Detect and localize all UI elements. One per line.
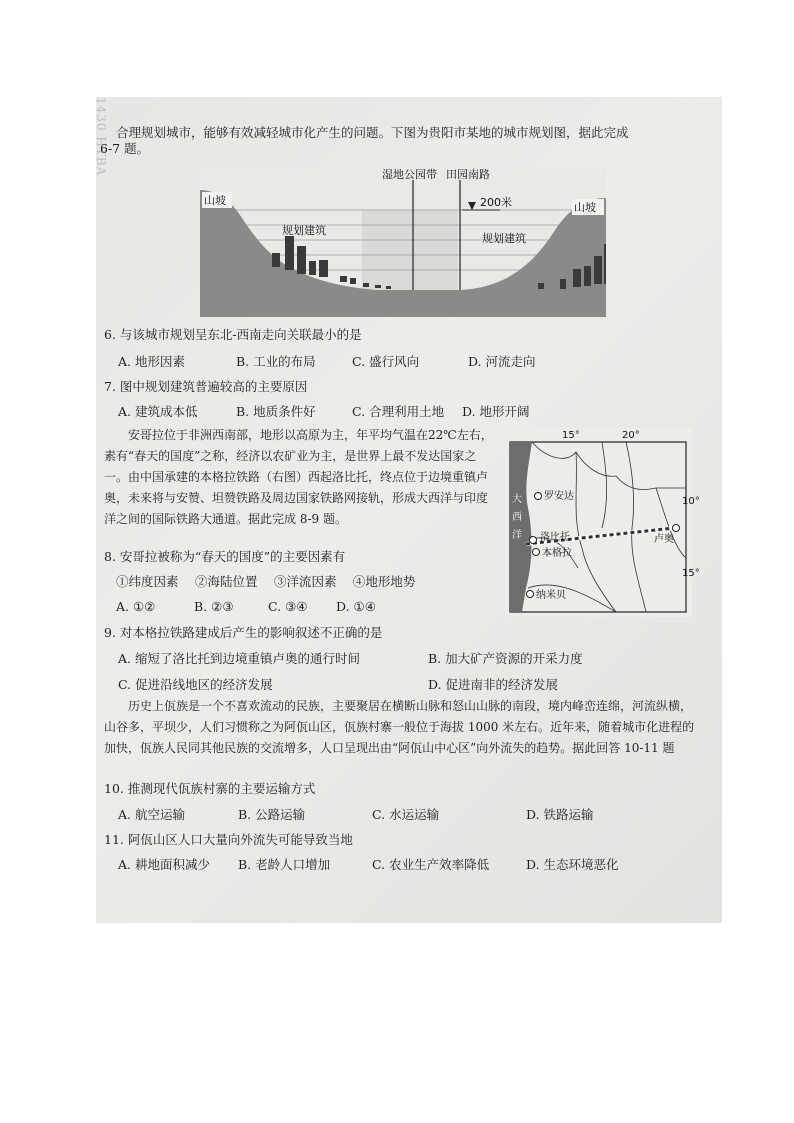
- q9-option-a: A. 缩短了洛比托到边境重镇卢奥的通行时间: [118, 651, 360, 666]
- angola-railway-map: [506, 428, 700, 617]
- label-height: 200米: [480, 196, 512, 209]
- q11-option-d: D. 生态环境恶化: [526, 857, 619, 872]
- map-city-lobito: 洛比托: [540, 532, 570, 543]
- city-planning-cross-section: [200, 170, 606, 317]
- q6-option-d: D. 河流走向: [468, 354, 536, 369]
- map-city-luau: 卢奥: [654, 534, 674, 545]
- label-slope-left: 山坡: [204, 194, 226, 207]
- label-road: 田园南路: [446, 168, 490, 181]
- map-city-luanda: 罗安达: [544, 491, 574, 502]
- city-dot-luanda: [535, 493, 542, 500]
- q11-stem: 11. 阿佤山区人口大量向外流失可能导致当地: [104, 832, 353, 847]
- map-ocean-2: 西: [512, 512, 522, 523]
- intro-8-9: 安哥拉位于非洲西南部，地形以高原为主，年平均气温在22℃左右，素有“春天的国度”之称，经济以农矿业为主，是世界上最不发达国家之一。由中国承建的本格拉铁路（右图）西起洛比托，终点位于边境重镇卢奥，未来将与安赞、坦赞铁路及周边国家铁路网接轨，形成大西洋与印度洋之间的国际铁路大通道。据此完成 8-9 题。: [104, 428, 493, 526]
- map-lon-20: 20°: [622, 430, 640, 441]
- city-dot-benguela: [533, 549, 540, 556]
- q7-option-d: D. 地形开阔: [462, 404, 530, 419]
- q9-stem: 9. 对本格拉铁路建成后产生的影响叙述不正确的是: [104, 625, 383, 640]
- q7-option-a: A. 建筑成本低: [118, 404, 198, 419]
- city-dot-luau: [673, 525, 680, 532]
- intro-6-7-line1: 合理规划城市，能够有效减轻城市化产生的问题。下图为贵阳市某地的城市规划图，据此完成: [116, 125, 629, 140]
- map-city-namibe: 纳米贝: [536, 590, 566, 601]
- intro-6-7-line2: 6-7 题。: [100, 141, 150, 156]
- map-lat-10: 10°: [682, 496, 700, 507]
- q10-option-b: B. 公路运输: [238, 807, 306, 822]
- exam-photo: [96, 97, 722, 923]
- q6-option-a: A. 地形因素: [118, 354, 185, 369]
- q8-stem: 8. 安哥拉被称为“春天的国度”的主要因素有: [104, 549, 346, 564]
- q6-option-c: C. 盛行风向: [352, 354, 420, 369]
- label-slope-right: 山坡: [574, 201, 596, 214]
- q11-option-a: A. 耕地面积减少: [118, 857, 210, 872]
- q11-option-b: B. 老龄人口增加: [238, 857, 331, 872]
- map-ocean-1: 大: [512, 494, 522, 505]
- label-build-left: 规划建筑: [282, 224, 326, 237]
- q9-option-c: C. 促进沿线地区的经济发展: [118, 677, 273, 692]
- q8-option-b: B. ②③: [194, 599, 234, 614]
- map-lon-15: 15°: [562, 430, 580, 441]
- q7-option-b: B. 地质条件好: [236, 404, 316, 419]
- q6-option-b: B. 工业的布局: [236, 354, 316, 369]
- q10-stem: 10. 推测现代佤族村寨的主要运输方式: [104, 781, 316, 796]
- q10-option-c: C. 水运运输: [372, 807, 440, 822]
- q8-option-a: A. ①②: [116, 599, 156, 614]
- q9-option-d: D. 促进南非的经济发展: [428, 677, 559, 692]
- city-dot-namibe: [527, 591, 534, 598]
- q10-option-a: A. 航空运输: [118, 807, 185, 822]
- label-build-right: 规划建筑: [482, 232, 526, 245]
- map-ocean-3: 洋: [512, 530, 522, 541]
- q8-option-d: D. ①④: [336, 599, 376, 614]
- q11-option-c: C. 农业生产效率降低: [372, 857, 490, 872]
- q7-option-c: C. 合理利用土地: [352, 404, 445, 419]
- q8-option-c: C. ③④: [268, 599, 308, 614]
- q9-option-b: B. 加大矿产资源的开采力度: [428, 651, 583, 666]
- q8-statements: ①纬度因素 ②海陆位置 ③洋流因素 ④地形地势: [116, 574, 416, 589]
- q7-stem: 7. 图中规划建筑普遍较高的主要原因: [104, 379, 308, 394]
- map-lat-15: 15°: [682, 568, 700, 579]
- watermark: 1430 HTBA: [94, 97, 108, 177]
- intro-10-11: 历史上佤族是一个不喜欢流动的民族，主要聚居在横断山脉和怒山山脉的南段，境内峰峦连绵，河流纵横，山谷多，平坝少，人们习惯称之为阿佤山区，佤族村寨一般位于海拔 1000 米左右。近年来，随着城市化进程的加快，佤族人民同其他民族的交流增多，人口呈现出由“阿佤山中心区”向外流失的趋势。据此回答 10-11 题: [104, 699, 695, 755]
- wetland-band-shade: [362, 210, 458, 290]
- q10-option-d: D. 铁路运输: [526, 807, 594, 822]
- city-dot-lobito: [530, 537, 537, 544]
- q6-stem: 6. 与该城市规划呈东北-西南走向关联最小的是: [104, 327, 362, 342]
- label-wetland: 湿地公园带: [382, 168, 437, 181]
- map-city-benguela: 本格拉: [542, 548, 572, 559]
